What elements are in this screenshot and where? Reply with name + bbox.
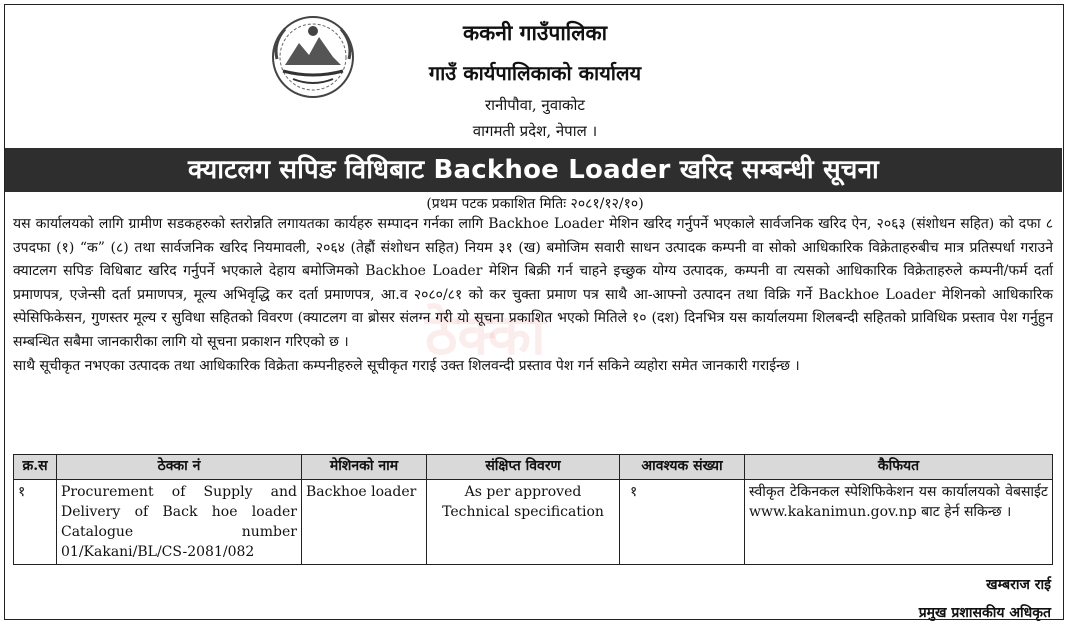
cell-quantity: १ (620, 480, 745, 565)
office-name: गाउँ कार्यपालिकाको कार्यालय (428, 61, 642, 85)
cell-contract-no: Procurement of Supply and Delivery of Back hoe loader Catalogue number 01/Kakani/BL/CS-2081/082 (57, 480, 302, 565)
cell-remarks: स्वीकृत टेकिनकल स्पेशिफिकेशन यस कार्यालयको वेबसाईट www.kakanimun.gov.np बाट हेर्न सकिन्छ । (745, 480, 1053, 565)
col-header-contract-no: ठेक्का नं (57, 455, 302, 480)
col-header-machine-name: मेशिनको नाम (302, 455, 427, 480)
cell-machine-name: Backhoe loader (302, 480, 427, 565)
procurement-table (13, 454, 1053, 565)
table-row (14, 480, 1053, 565)
notice-paragraph-2: साथै सूचीकृत नभएका उत्पादक तथा आधिकारिक विक्रेता कम्पनीहरुले सूचीकृत गराई उक्त शिलवन्दी प्रस्ताव पेश गर्न सकिने व्यहोरा समेत जानकारी गराईन्छ । (13, 357, 800, 374)
col-header-description: संक्षिप्त विवरण (427, 455, 620, 480)
notice-body (13, 213, 1053, 378)
office-province: वागमती प्रदेश, नेपाल । (472, 122, 598, 140)
notice-title: क्याटलग सपिङ विधिबाट Backhoe Loader खरिद सम्बन्धी सूचना (5, 148, 1062, 192)
col-header-remarks: कैफियत (745, 455, 1053, 480)
notice-frame (4, 4, 1064, 620)
cell-sn: १ (14, 480, 57, 565)
signatory-title: प्रमुख प्रशासकीय अधिकृत (918, 605, 1051, 621)
office-address: रानीपौवा, नुवाकोट (485, 96, 585, 114)
table-header-row (14, 455, 1053, 480)
notice-paragraph-1: यस कार्यालयको लागि ग्रामीण सडकहरुको स्तरोन्नति लगायतका कार्यहरु सम्पादन गर्नका लागि Backhoe Loader मेशिन खरिद गर्नुपर्ने भएकाले सार्वजनिक खरिद ऐन, २०६३ (संशोधन सहित) को दफा ८ उपदफा (१) “क” (८) तथा सार्वजनिक खरिद नियमावली, २०६४ (तेह्रौं संशोधन सहित) नियम ३१ (ख) बमोजिम सवारी साधन उत्पादक कम्पनी वा सोको आधिकारिक विक्रेताहरुबीच मात्र प्रतिस्पर्धा गराउने क्याटलग सपिङ विधिबाट खरिद गर्नुपर्ने भएकाले देहाय बमोजिमको Backhoe Loader मेशिन बिक्री गर्न चाहने इच्छुक योग्य उत्पादक, कम्पनी वा त्यसको आधिकारिक विक्रेताहरुले कम्पनी/फर्म दर्ता प्रमाणपत्र, एजेन्सी दर्ता प्रमाणपत्र, मूल्य अभिवृद्धि कर दर्ता प्रमाणपत्र, आ.व २०८०/८१ को कर चुक्ता प्रमाण पत्र साथै आ-आफ्नो उत्पादन तथा विक्रि गर्ने Backhoe Loader मेशिनको आधिकारिक स्पेसिफिकेसन, गुणस्तर मूल्य र सुविधा सहितको विवरण (क्याटलग वा ब्रोसर संलग्न गरी यो सूचना प्रकाशित भएको मितिले १० (दश) दिनभित्र यस कार्यालयमा शिलबन्दी सहितको प्राविधिक प्रस्ताव पेश गर्नुहुन सम्बन्धित सबैमा जानकारीका लागि यो सूचना प्रकाशन गरिएको छ । (13, 216, 1053, 350)
publication-date: (प्रथम पटक प्रकाशित मितिः २०८१/१२/१०) (426, 196, 644, 212)
org-name: ककनी गाउँपालिका (462, 20, 608, 45)
letterhead (5, 5, 1065, 147)
col-header-sn: क्र.स (14, 455, 57, 480)
signatory-name: खम्बराज राई (986, 577, 1051, 593)
cell-description: As per approved Technical specification (427, 480, 620, 565)
col-header-quantity: आवश्यक संख्या (620, 455, 745, 480)
watermark: ठेक्का (425, 303, 546, 368)
